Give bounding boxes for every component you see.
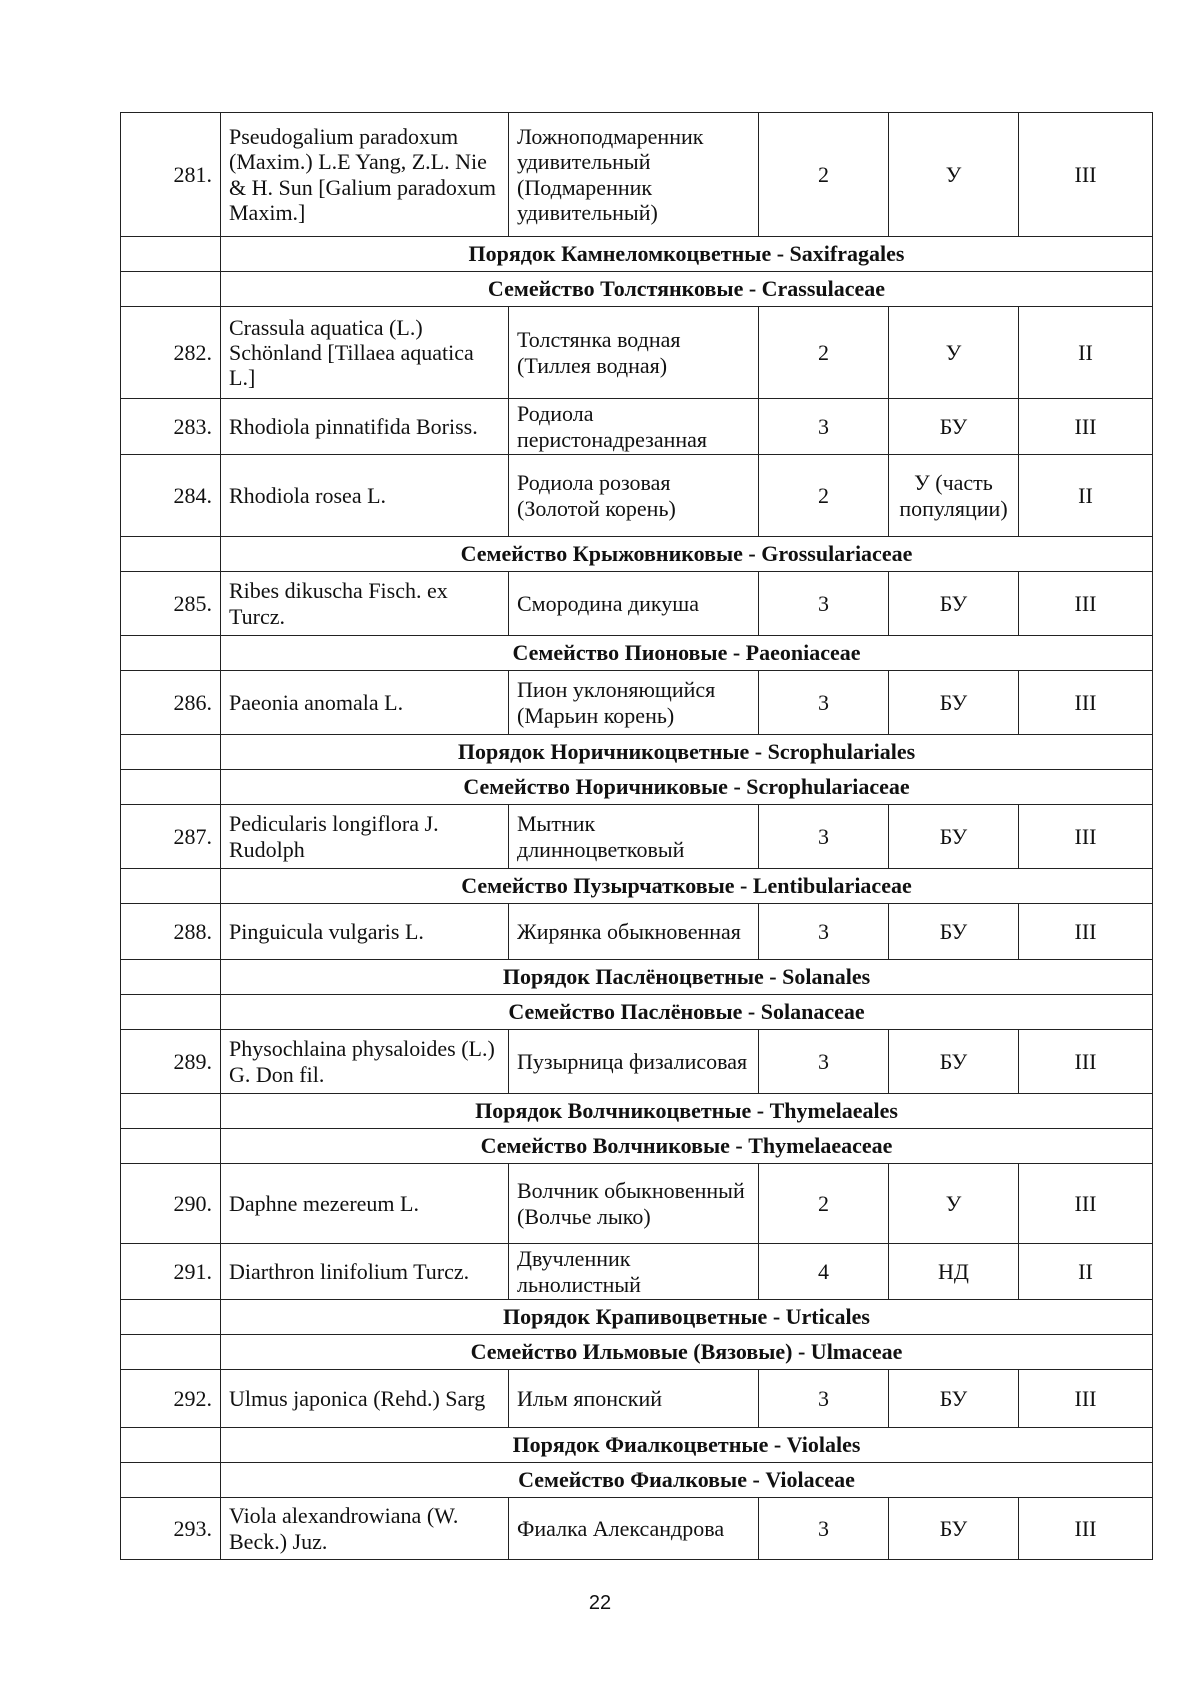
species-number: 281. bbox=[121, 113, 221, 237]
rarity-category: 3 bbox=[759, 572, 889, 636]
species-row bbox=[121, 572, 1153, 636]
region-category: III bbox=[1019, 113, 1153, 237]
header-blank-cell bbox=[121, 1129, 221, 1164]
rarity-category: 3 bbox=[759, 1370, 889, 1428]
species-number: 292. bbox=[121, 1370, 221, 1428]
header-blank-cell bbox=[121, 636, 221, 671]
region-category: III bbox=[1019, 671, 1153, 735]
species-row bbox=[121, 455, 1153, 537]
russian-name: Пузырница физалисовая bbox=[509, 1030, 759, 1094]
latin-name: Pedicularis longiflora J. Rudolph bbox=[221, 805, 509, 869]
header-blank-cell bbox=[121, 1428, 221, 1463]
taxon-header-row bbox=[121, 1463, 1153, 1498]
species-table-body bbox=[121, 113, 1153, 1560]
status-category: НД bbox=[889, 1244, 1019, 1300]
rarity-category: 3 bbox=[759, 399, 889, 455]
status-category: БУ bbox=[889, 1498, 1019, 1560]
header-blank-cell bbox=[121, 869, 221, 904]
russian-name: Фиалка Александрова bbox=[509, 1498, 759, 1560]
taxon-header: Семейство Фиалковые - Violaceae bbox=[221, 1463, 1153, 1498]
russian-name: Толстянка водная (Тиллея водная) bbox=[509, 307, 759, 399]
species-number: 282. bbox=[121, 307, 221, 399]
russian-name: Родиола перистонадрезанная bbox=[509, 399, 759, 455]
species-row bbox=[121, 1030, 1153, 1094]
taxon-header: Порядок Фиалкоцветные - Violales bbox=[221, 1428, 1153, 1463]
taxon-header-row bbox=[121, 636, 1153, 671]
species-table bbox=[120, 112, 1153, 1560]
region-category: III bbox=[1019, 572, 1153, 636]
rarity-category: 2 bbox=[759, 307, 889, 399]
russian-name: Ильм японский bbox=[509, 1370, 759, 1428]
species-row bbox=[121, 805, 1153, 869]
species-row bbox=[121, 113, 1153, 237]
taxon-header: Семейство Пионовые - Paeoniaceae bbox=[221, 636, 1153, 671]
header-blank-cell bbox=[121, 1300, 221, 1335]
region-category: III bbox=[1019, 399, 1153, 455]
russian-name: Смородина дикуша bbox=[509, 572, 759, 636]
russian-name: Ложноподмаренник удивительный (Подмаренник удивительный) bbox=[509, 113, 759, 237]
taxon-header-row bbox=[121, 1428, 1153, 1463]
taxon-header-row bbox=[121, 237, 1153, 272]
russian-name: Волчник обыкновенный (Волчье лыко) bbox=[509, 1164, 759, 1244]
latin-name: Pinguicula vulgaris L. bbox=[221, 904, 509, 960]
taxon-header: Семейство Норичниковые - Scrophulariaceae bbox=[221, 770, 1153, 805]
status-category: БУ bbox=[889, 1030, 1019, 1094]
species-number: 293. bbox=[121, 1498, 221, 1560]
header-blank-cell bbox=[121, 735, 221, 770]
taxon-header-row bbox=[121, 960, 1153, 995]
taxon-header-row bbox=[121, 1129, 1153, 1164]
rarity-category: 3 bbox=[759, 1498, 889, 1560]
species-row bbox=[121, 1164, 1153, 1244]
region-category: III bbox=[1019, 1498, 1153, 1560]
species-number: 286. bbox=[121, 671, 221, 735]
header-blank-cell bbox=[121, 1094, 221, 1129]
rarity-category: 3 bbox=[759, 671, 889, 735]
rarity-category: 2 bbox=[759, 113, 889, 237]
region-category: II bbox=[1019, 307, 1153, 399]
rarity-category: 3 bbox=[759, 805, 889, 869]
taxon-header: Семейство Паслёновые - Solanaceae bbox=[221, 995, 1153, 1030]
latin-name: Pseudogalium paradoxum (Maxim.) L.E Yang, Z.L. Nie & H. Sun [Galium paradoxum Maxim.] bbox=[221, 113, 509, 237]
species-number: 291. bbox=[121, 1244, 221, 1300]
header-blank-cell bbox=[121, 237, 221, 272]
species-number: 283. bbox=[121, 399, 221, 455]
russian-name: Пион уклоняющийся (Марьин корень) bbox=[509, 671, 759, 735]
status-category: БУ bbox=[889, 904, 1019, 960]
taxon-header: Порядок Норичникоцветные - Scrophulariales bbox=[221, 735, 1153, 770]
species-row bbox=[121, 1498, 1153, 1560]
taxon-header: Порядок Камнеломкоцветные - Saxifragales bbox=[221, 237, 1153, 272]
latin-name: Diarthron linifolium Turcz. bbox=[221, 1244, 509, 1300]
species-number: 289. bbox=[121, 1030, 221, 1094]
species-row bbox=[121, 671, 1153, 735]
region-category: II bbox=[1019, 455, 1153, 537]
latin-name: Rhodiola pinnatifida Boriss. bbox=[221, 399, 509, 455]
status-category: У bbox=[889, 113, 1019, 237]
rarity-category: 3 bbox=[759, 1030, 889, 1094]
status-category: БУ bbox=[889, 671, 1019, 735]
taxon-header-row bbox=[121, 272, 1153, 307]
latin-name: Ribes dikuscha Fisch. ex Turcz. bbox=[221, 572, 509, 636]
status-category: У (часть популяции) bbox=[889, 455, 1019, 537]
taxon-header: Семейство Ильмовые (Вязовые) - Ulmaceae bbox=[221, 1335, 1153, 1370]
status-category: БУ bbox=[889, 1370, 1019, 1428]
region-category: III bbox=[1019, 1164, 1153, 1244]
header-blank-cell bbox=[121, 770, 221, 805]
taxon-header-row bbox=[121, 1094, 1153, 1129]
latin-name: Viola alexandrowiana (W. Beck.) Juz. bbox=[221, 1498, 509, 1560]
region-category: III bbox=[1019, 904, 1153, 960]
species-row bbox=[121, 904, 1153, 960]
russian-name: Жирянка обыкновенная bbox=[509, 904, 759, 960]
header-blank-cell bbox=[121, 960, 221, 995]
species-number: 285. bbox=[121, 572, 221, 636]
species-number: 284. bbox=[121, 455, 221, 537]
taxon-header-row bbox=[121, 735, 1153, 770]
region-category: II bbox=[1019, 1244, 1153, 1300]
russian-name: Мытник длинноцветковый bbox=[509, 805, 759, 869]
latin-name: Rhodiola rosea L. bbox=[221, 455, 509, 537]
taxon-header: Порядок Паслёноцветные - Solanales bbox=[221, 960, 1153, 995]
species-row bbox=[121, 399, 1153, 455]
taxon-header: Семейство Волчниковые - Thymelaeaceae bbox=[221, 1129, 1153, 1164]
rarity-category: 2 bbox=[759, 455, 889, 537]
taxon-header: Семейство Толстянковые - Crassulaceae bbox=[221, 272, 1153, 307]
latin-name: Daphne mezereum L. bbox=[221, 1164, 509, 1244]
status-category: БУ bbox=[889, 572, 1019, 636]
taxon-header: Порядок Крапивоцветные - Urticales bbox=[221, 1300, 1153, 1335]
taxon-header-row bbox=[121, 869, 1153, 904]
species-number: 288. bbox=[121, 904, 221, 960]
rarity-category: 4 bbox=[759, 1244, 889, 1300]
rarity-category: 2 bbox=[759, 1164, 889, 1244]
region-category: III bbox=[1019, 1030, 1153, 1094]
region-category: III bbox=[1019, 1370, 1153, 1428]
header-blank-cell bbox=[121, 1335, 221, 1370]
header-blank-cell bbox=[121, 995, 221, 1030]
taxon-header-row bbox=[121, 1300, 1153, 1335]
taxon-header: Порядок Волчникоцветные - Thymelaeales bbox=[221, 1094, 1153, 1129]
russian-name: Двучленник льнолистный bbox=[509, 1244, 759, 1300]
species-row bbox=[121, 1370, 1153, 1428]
taxon-header-row bbox=[121, 995, 1153, 1030]
taxon-header-row bbox=[121, 770, 1153, 805]
header-blank-cell bbox=[121, 1463, 221, 1498]
status-category: У bbox=[889, 307, 1019, 399]
taxon-header: Семейство Крыжовниковые - Grossulariaceae bbox=[221, 537, 1153, 572]
species-number: 287. bbox=[121, 805, 221, 869]
header-blank-cell bbox=[121, 272, 221, 307]
header-blank-cell bbox=[121, 537, 221, 572]
russian-name: Родиола розовая (Золотой корень) bbox=[509, 455, 759, 537]
status-category: БУ bbox=[889, 399, 1019, 455]
latin-name: Ulmus japonica (Rehd.) Sarg bbox=[221, 1370, 509, 1428]
page-number: 22 bbox=[588, 1592, 612, 1614]
latin-name: Physochlaina physaloides (L.) G. Don fil. bbox=[221, 1030, 509, 1094]
taxon-header-row bbox=[121, 537, 1153, 572]
status-category: У bbox=[889, 1164, 1019, 1244]
latin-name: Paeonia anomala L. bbox=[221, 671, 509, 735]
status-category: БУ bbox=[889, 805, 1019, 869]
taxon-header-row bbox=[121, 1335, 1153, 1370]
taxon-header: Семейство Пузырчатковые - Lentibulariaceae bbox=[221, 869, 1153, 904]
rarity-category: 3 bbox=[759, 904, 889, 960]
species-number: 290. bbox=[121, 1164, 221, 1244]
species-row bbox=[121, 1244, 1153, 1300]
species-row bbox=[121, 307, 1153, 399]
latin-name: Crassula aquatica (L.) Schönland [Tillaea aquatica L.] bbox=[221, 307, 509, 399]
region-category: III bbox=[1019, 805, 1153, 869]
